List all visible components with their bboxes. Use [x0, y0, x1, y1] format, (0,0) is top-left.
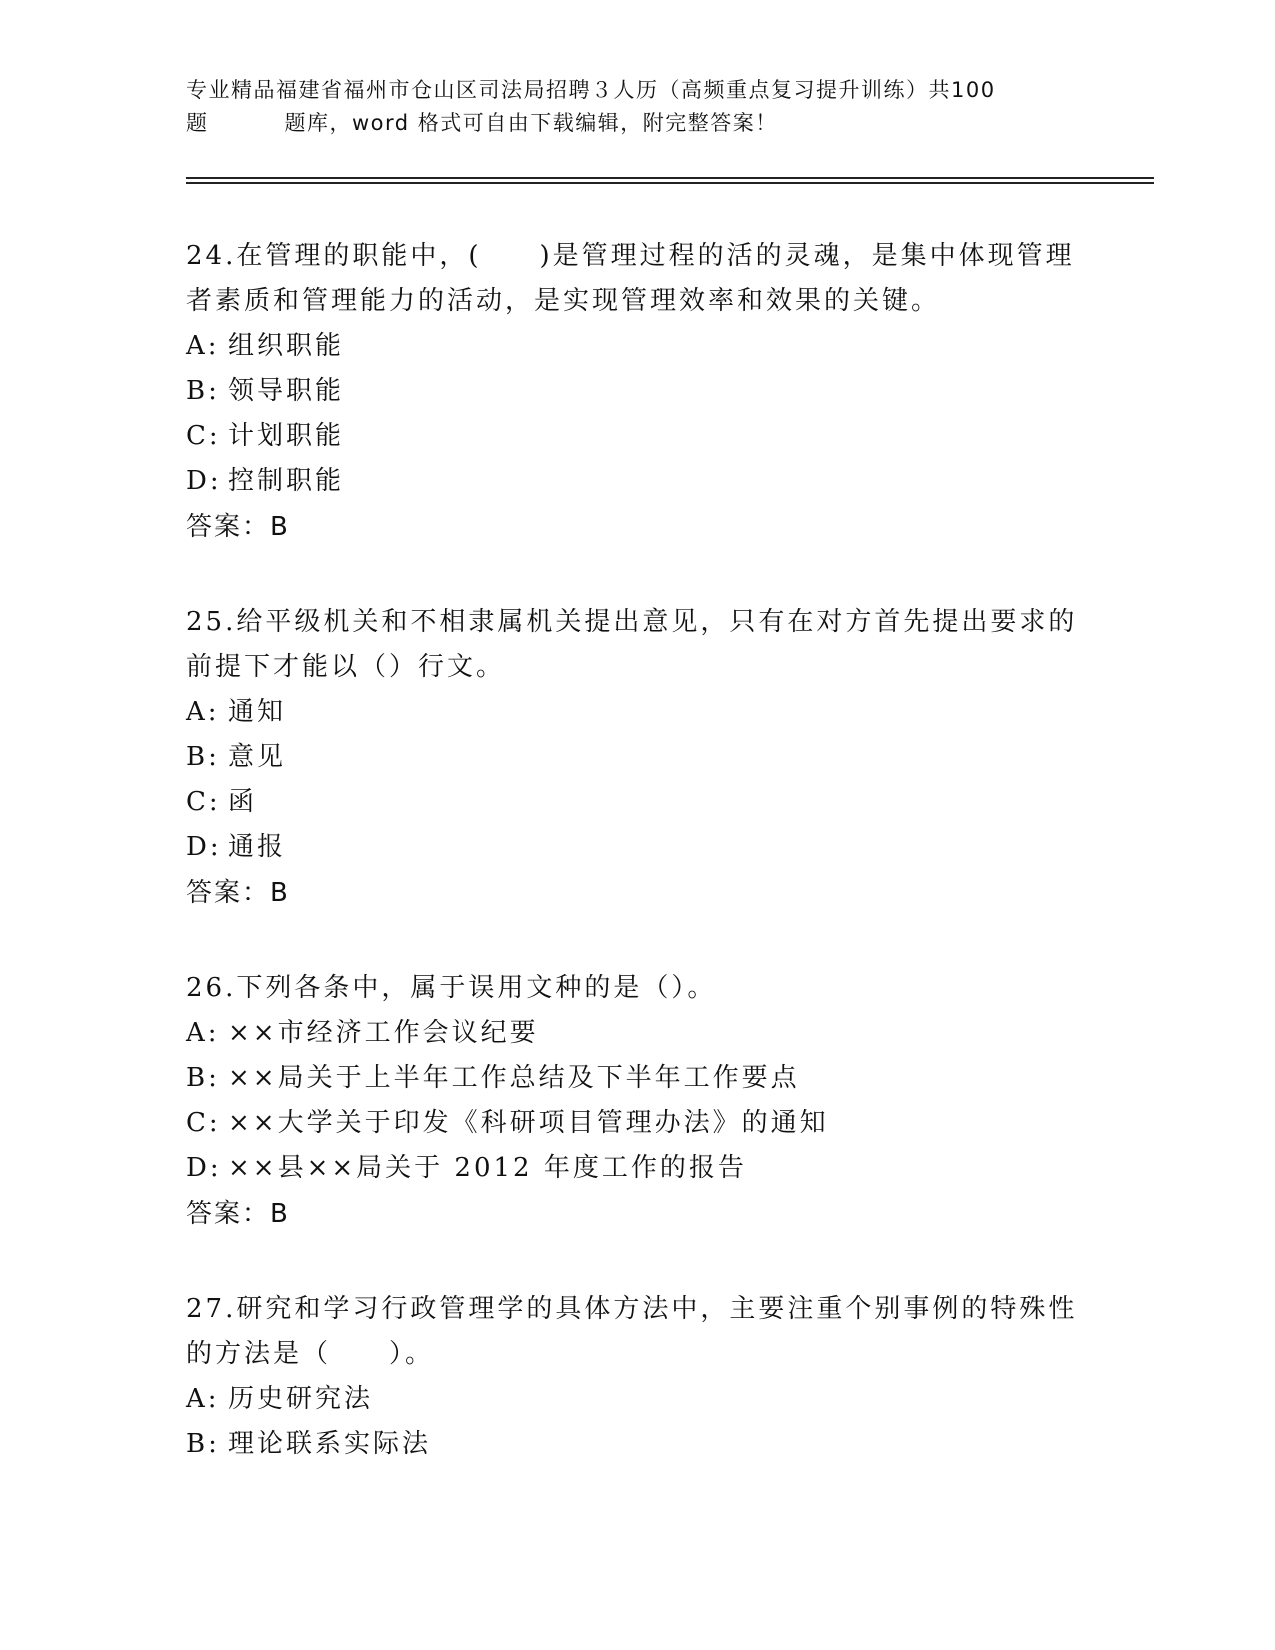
option-b — [186, 735, 1086, 780]
option-key: D: — [186, 832, 222, 862]
option-a — [186, 690, 1086, 735]
option-c — [186, 414, 1086, 459]
header-divider-top — [186, 177, 1154, 179]
answer-line: 答案：B — [186, 512, 290, 542]
header-subtitle-left: 题 — [186, 111, 209, 135]
option-d — [186, 1146, 1086, 1191]
option-text: ××市经济工作会议纪要 — [228, 1018, 539, 1048]
question-27 — [186, 1287, 1086, 1467]
option-key: D: — [186, 1153, 222, 1183]
header-divider-bottom — [186, 182, 1154, 184]
option-b — [186, 369, 1086, 414]
option-text: ××县××局关于 2012 年度工作的报告 — [228, 1153, 747, 1183]
option-text: 组织职能 — [228, 331, 345, 361]
option-b — [186, 1056, 1086, 1101]
option-d — [186, 459, 1086, 504]
option-key: A: — [186, 331, 220, 361]
option-a — [186, 1011, 1086, 1056]
option-key: A: — [186, 1018, 220, 1048]
option-key: B: — [186, 742, 220, 772]
option-key: C: — [186, 1108, 221, 1138]
option-key: B: — [186, 376, 220, 406]
header-title-line: 专业精品福建省福州市仓山区司法局招聘３人历（高频重点复习提升训练）共100 — [186, 78, 996, 102]
option-c — [186, 1101, 1086, 1146]
option-text: 理论联系实际法 — [228, 1429, 432, 1459]
option-text: 领导职能 — [228, 376, 345, 406]
question-25 — [186, 600, 1086, 916]
option-b — [186, 1422, 1086, 1467]
option-c — [186, 780, 1086, 825]
option-text: 控制职能 — [228, 466, 345, 496]
question-26 — [186, 966, 1086, 1237]
option-text: 通知 — [228, 697, 287, 727]
option-text: ××大学关于印发《科研项目管理办法》的通知 — [228, 1108, 829, 1138]
header-subtitle-right: 题库，word 格式可自由下载编辑，附完整答案！ — [284, 111, 778, 135]
option-key: A: — [186, 697, 220, 727]
answer-line: 答案：B — [186, 1199, 290, 1229]
option-text: 意见 — [228, 742, 287, 772]
option-key: D: — [186, 466, 222, 496]
option-text: ××局关于上半年工作总结及下半年工作要点 — [228, 1063, 800, 1093]
option-key: B: — [186, 1429, 220, 1459]
question-stem: 24.在管理的职能中，( )是管理过程的活的灵魂，是集中体现管理者素质和管理能力的活动，是实现管理效率和效果的关键。 — [186, 241, 1075, 316]
question-stem: 26.下列各条中，属于误用文种的是（）。 — [186, 973, 717, 1003]
question-list — [186, 234, 1086, 1517]
option-key: B: — [186, 1063, 220, 1093]
option-a — [186, 324, 1086, 369]
question-24 — [186, 234, 1086, 550]
option-text: 函 — [228, 787, 258, 817]
document-header — [186, 74, 1086, 140]
option-key: A: — [186, 1384, 220, 1414]
option-text: 计划职能 — [228, 421, 345, 451]
question-stem: 25.给平级机关和不相隶属机关提出意见，只有在对方首先提出要求的前提下才能以（）行文。 — [186, 607, 1078, 682]
option-key: C: — [186, 421, 221, 451]
header-subtitle-line — [186, 107, 1086, 140]
answer-line: 答案：B — [186, 878, 290, 908]
option-text: 通报 — [228, 832, 287, 862]
option-text: 历史研究法 — [228, 1384, 374, 1414]
question-stem: 27.研究和学习行政管理学的具体方法中，主要注重个别事例的特殊性的方法是（ ）。 — [186, 1294, 1078, 1369]
option-a — [186, 1377, 1086, 1422]
option-key: C: — [186, 787, 221, 817]
option-d — [186, 825, 1086, 870]
